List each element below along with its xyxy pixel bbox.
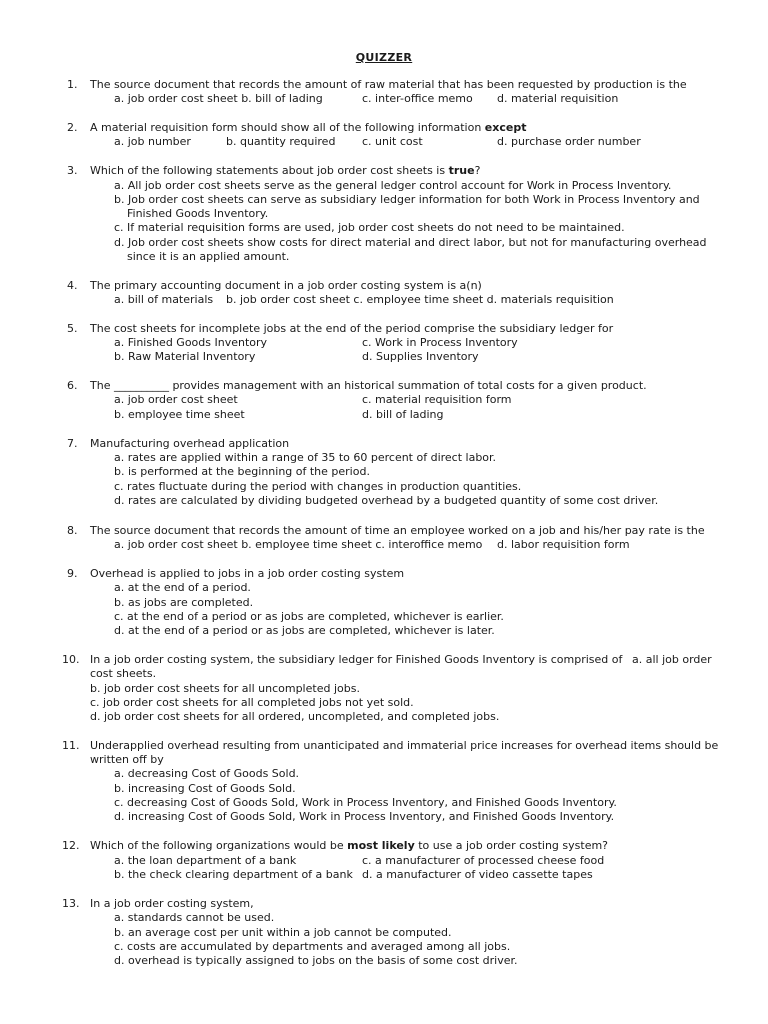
choice-text: d. at the end of a period or as jobs are completed, whichever is later. xyxy=(114,624,495,637)
question-stem: The source document that records the amount of raw material that has been requested by production is the xyxy=(90,78,687,91)
choice-text: d. increasing Cost of Goods Sold, Work in Process Inventory, and Finished Goods Inventory. xyxy=(114,810,615,823)
choice-text: a. job number xyxy=(114,135,191,148)
question-stem: Overhead is applied to jobs in a job order costing system xyxy=(90,567,405,580)
emphasis: except xyxy=(484,121,527,134)
choice-text: a. job order cost sheet b. bill of lading xyxy=(114,92,323,105)
choice-text: b. an average cost per unit within a job cannot be computed. xyxy=(114,926,452,939)
choice-text: b. Raw Material Inventory xyxy=(114,350,256,363)
choice-text: b. is performed at the beginning of the period. xyxy=(114,465,370,478)
choice-text: a. decreasing Cost of Goods Sold. xyxy=(114,767,300,780)
choice-text: d. labor requisition form xyxy=(497,538,630,551)
choice-text: a. rates are applied within a range of 35 to 60 percent of direct labor. xyxy=(114,451,497,464)
question-stem: Manufacturing overhead application xyxy=(90,437,290,450)
question-number: 9. xyxy=(67,567,78,580)
choice-text: Finished Goods Inventory. xyxy=(127,207,269,220)
choice-text: b. the check clearing department of a bank xyxy=(114,868,353,881)
emphasis: true xyxy=(448,164,475,177)
choice-text: c. Work in Process Inventory xyxy=(362,336,518,349)
choice-text: a. All job order cost sheets serve as the general ledger control account for Work in Process Inventory. xyxy=(114,179,672,192)
page-title: QUIZZER xyxy=(355,51,413,64)
choice-text: c. decreasing Cost of Goods Sold, Work in Process Inventory, and Finished Goods Inventory. xyxy=(114,796,617,809)
question-number: 10. xyxy=(62,653,80,666)
question-number: 4. xyxy=(67,279,78,292)
question-stem: The cost sheets for incomplete jobs at the end of the period comprise the subsidiary ledger for xyxy=(90,322,614,335)
choice-text: d. Job order cost sheets show costs for direct material and direct labor, but not for manufacturing overhead xyxy=(114,236,707,249)
choice-text: b. job order cost sheets for all uncompleted jobs. xyxy=(90,682,360,695)
question-stem: The primary accounting document in a job order costing system is a(n) xyxy=(90,279,482,292)
question-number: 7. xyxy=(67,437,78,450)
choice-text: a. the loan department of a bank xyxy=(114,854,297,867)
choice-text: cost sheets. xyxy=(90,667,157,680)
question-number: 8. xyxy=(67,524,78,537)
choice-text: d. overhead is typically assigned to jobs on the basis of some cost driver. xyxy=(114,954,518,967)
choice-text: a. at the end of a period. xyxy=(114,581,251,594)
choice-text: since it is an applied amount. xyxy=(127,250,290,263)
question-stem: In a job order costing system, the subsidiary ledger for Finished Goods Inventory is comprised of xyxy=(90,653,623,666)
choice-text: c. unit cost xyxy=(362,135,423,148)
choice-text: c. If material requisition forms are used, job order cost sheets do not need to be maintained. xyxy=(114,221,625,234)
choice-text: d. Supplies Inventory xyxy=(362,350,479,363)
question-stem: A material requisition form should show all of the following information except xyxy=(90,121,527,134)
question-number: 2. xyxy=(67,121,78,134)
question-stem: Underapplied overhead resulting from unanticipated and immaterial price increases for overhead items should be xyxy=(90,739,719,752)
question-stem: Which of the following organizations would be most likely to use a job order costing system? xyxy=(90,839,609,852)
question-number: 5. xyxy=(67,322,78,335)
choice-text: b. employee time sheet xyxy=(114,408,245,421)
choice-text: c. rates fluctuate during the period with changes in production quantities. xyxy=(114,480,522,493)
emphasis: most likely xyxy=(347,839,415,852)
choice-text: a. Finished Goods Inventory xyxy=(114,336,268,349)
choice-text: a. bill of materials xyxy=(114,293,214,306)
choice-text: c. job order cost sheets for all completed jobs not yet sold. xyxy=(90,696,414,709)
question-number: 6. xyxy=(67,379,78,392)
question-stem: The source document that records the amount of time an employee worked on a job and his/her pay rate is the xyxy=(90,524,705,537)
choice-text: d. material requisition xyxy=(497,92,619,105)
choice-text: d. a manufacturer of video cassette tapes xyxy=(362,868,593,881)
choice-text: c. at the end of a period or as jobs are completed, whichever is earlier. xyxy=(114,610,504,623)
choice-text: d. rates are calculated by dividing budgeted overhead by a budgeted quantity of some cost driver. xyxy=(114,494,659,507)
question-number: 3. xyxy=(67,164,78,177)
question-number: 13. xyxy=(62,897,80,910)
choice-text: a. all job order xyxy=(632,653,712,666)
choice-text: c. costs are accumulated by departments and averaged among all jobs. xyxy=(114,940,511,953)
question-stem: The __________ provides management with an historical summation of total costs for a given product. xyxy=(90,379,647,392)
choice-text: b. job order cost sheet c. employee time sheet d. materials requisition xyxy=(226,293,614,306)
choice-text: b. as jobs are completed. xyxy=(114,596,254,609)
question-number: 12. xyxy=(62,839,80,852)
question-number: 11. xyxy=(62,739,80,752)
question-stem-continued: written off by xyxy=(90,753,164,766)
choice-text: c. inter-office memo xyxy=(362,92,473,105)
choice-text: b. quantity required xyxy=(226,135,336,148)
choice-text: a. job order cost sheet b. employee time sheet c. interoffice memo xyxy=(114,538,483,551)
choice-text: d. job order cost sheets for all ordered, uncompleted, and completed jobs. xyxy=(90,710,500,723)
choice-text: c. a manufacturer of processed cheese food xyxy=(362,854,605,867)
choice-text: d. purchase order number xyxy=(497,135,641,148)
choice-text: c. material requisition form xyxy=(362,393,512,406)
choice-text: d. bill of lading xyxy=(362,408,444,421)
choice-text: a. job order cost sheet xyxy=(114,393,238,406)
choice-text: b. increasing Cost of Goods Sold. xyxy=(114,782,296,795)
choice-text: b. Job order cost sheets can serve as subsidiary ledger information for both Work in Process Inventory and xyxy=(114,193,700,206)
question-stem: In a job order costing system, xyxy=(90,897,254,910)
question-stem: Which of the following statements about job order cost sheets is true? xyxy=(90,164,481,177)
choice-text: a. standards cannot be used. xyxy=(114,911,275,924)
question-number: 1. xyxy=(67,78,78,91)
